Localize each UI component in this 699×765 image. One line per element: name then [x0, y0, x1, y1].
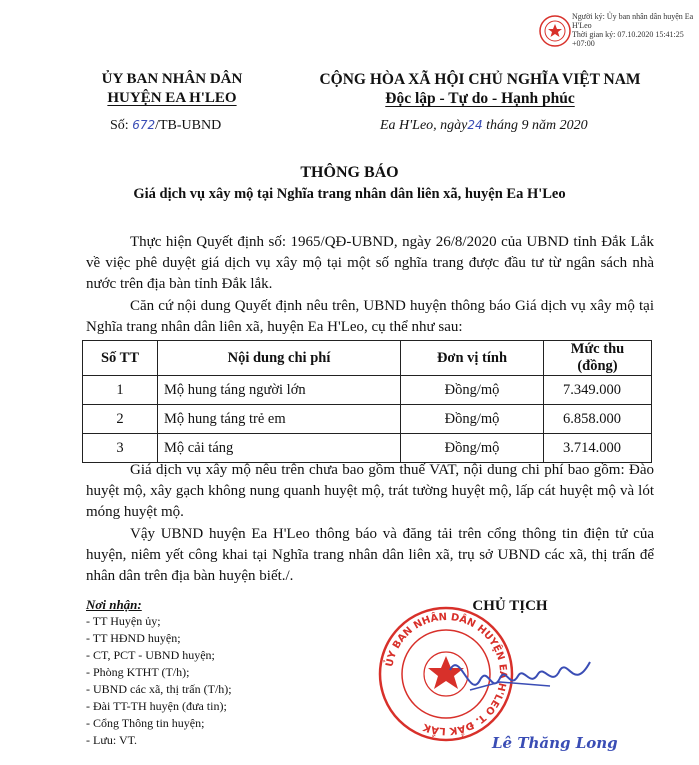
column-header: Đơn vị tính	[401, 341, 544, 376]
table-cell: Mộ cải táng	[158, 434, 401, 463]
table-cell: Mộ hung táng người lớn	[158, 376, 401, 405]
table-cell: Mộ hung táng trẻ em	[158, 405, 401, 434]
list-item: - TT HĐND huyện;	[86, 631, 181, 645]
place-date	[380, 118, 588, 134]
list-item: - CT, PCT - UBND huyện;	[86, 648, 215, 662]
column-header: Nội dung chi phí	[158, 341, 401, 376]
list-item: - UBND các xã, thị trấn (T/h);	[86, 682, 232, 696]
signer-title: CHỦ TỊCH	[472, 598, 548, 614]
table-row	[83, 376, 652, 405]
table-cell: 3	[83, 434, 158, 463]
list-item: - Phòng KTHT (T/h);	[86, 665, 190, 679]
table-cell: 3.714.000	[544, 434, 652, 463]
issuing-organization	[72, 70, 272, 108]
svg-text:ỦY BAN NHÂN DÂN HUYỆN EA H'LEO: ỦY BAN NHÂN DÂN HUYỆN EA H'LEO T. ĐẮK LẮK	[384, 611, 509, 737]
table-cell: 6.858.000	[544, 405, 652, 434]
nation-motto: Độc lập - Tự do - Hạnh phúc	[385, 90, 575, 107]
document-title: THÔNG BÁO	[300, 164, 399, 181]
table-cell: 2	[83, 405, 158, 434]
column-header: Mức thu (đồng)	[544, 341, 652, 376]
list-item: - Cổng Thông tin huyện;	[86, 716, 205, 730]
table-cell: Đồng/mộ	[401, 376, 544, 405]
list-item: - Lưu: VT.	[86, 733, 138, 747]
document-number	[110, 118, 221, 134]
table-row	[83, 405, 652, 434]
digital-signature-signer: Người ký: Ủy ban nhân dân huyện Ea H'Leo	[572, 12, 694, 30]
place-date-suffix: tháng 9 năm 2020	[486, 118, 588, 133]
paragraph-1: Thực hiện Quyết định số: 1965/QĐ-UBND, ngày 26/8/2020 của UBND tỉnh Đắk Lắk về việc phê duyệt giá dịch vụ xây mộ tại một số nghĩa trang được đầu tư từ ngân sách nhà nước trên địa bàn tỉnh Đắk lắk.	[86, 234, 654, 292]
national-header	[300, 70, 660, 108]
table-row	[83, 434, 652, 463]
paragraph-3: Giá dịch vụ xây mộ nêu trên chưa bao gồm thuế VAT, nội dung chi phí bao gồm: Đào huyệt mộ, xây gạch không nung quanh huyệt mộ, trát tường huyệt mộ, lấp cát huyệt mộ và lót móng huyệt mộ.	[86, 462, 654, 520]
list-item: - Đài TT-TH huyện (đưa tin);	[86, 699, 227, 713]
table-header-row	[83, 341, 652, 376]
table-cell: 7.349.000	[544, 376, 652, 405]
table-cell: Đồng/mộ	[401, 405, 544, 434]
table-cell: 1	[83, 376, 158, 405]
doc-no-handwritten: 672	[132, 118, 156, 132]
handwritten-signature-icon	[440, 640, 610, 720]
list-item: - TT Huyện ủy;	[86, 614, 161, 628]
place-date-day: 24	[467, 118, 483, 132]
org-line-2: HUYỆN EA H'LEO	[107, 90, 237, 106]
digital-signature-time: Thời gian ký: 07.10.2020 15:41:25 +07:00	[572, 30, 684, 48]
doc-no-prefix: Số:	[110, 118, 129, 133]
table-cell: Đồng/mộ	[401, 434, 544, 463]
recipients-list	[86, 596, 232, 749]
recipients-heading: Nơi nhận:	[86, 597, 142, 612]
paragraph-2: Căn cứ nội dung Quyết định nêu trên, UBND huyện thông báo Giá dịch vụ xây mộ tại Nghĩa trang nhân dân liên xã, huyện Ea H'Leo, cụ thể như sau:	[86, 298, 654, 335]
org-line-1: ỦY BAN NHÂN DÂN	[101, 71, 243, 87]
digital-signature-seal-icon	[538, 14, 572, 48]
nation-line-1: CỘNG HÒA XÃ HỘI CHỦ NGHĨA VIỆT NAM	[319, 71, 641, 88]
paragraph-4: Vậy UBND huyện Ea H'Leo thông báo và đăng tải trên cổng thông tin điện tử của huyện, niêm yết công khai tại Nghĩa trang nhân dân liên xã, trụ sở UBND các xã, thị trấn để nhân dân trên địa bàn huyện biết./.	[86, 526, 654, 584]
fee-table	[82, 340, 652, 463]
doc-no-suffix: /TB-UBND	[155, 118, 222, 133]
place-date-prefix: Ea H'Leo, ngày	[380, 118, 468, 133]
signer-name: Lê Thăng Long	[492, 734, 618, 752]
column-header: Số TT	[83, 341, 158, 376]
document-subtitle: Giá dịch vụ xây mộ tại Nghĩa trang nhân dân liên xã, huyện Ea H'Leo	[133, 186, 566, 202]
digital-signature-info	[572, 12, 696, 48]
